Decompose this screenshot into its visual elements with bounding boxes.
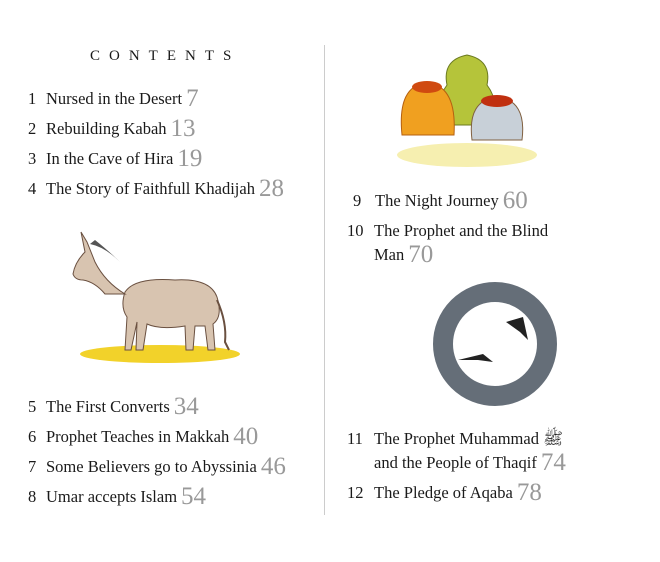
chapter-title: The Prophet and the Blind — [374, 221, 549, 240]
chapter-number: 4 — [28, 179, 37, 198]
chapter-number: 3 — [28, 149, 37, 168]
chapter-title: Prophet Teaches in Makkah — [46, 427, 230, 446]
chapter-number: 6 — [28, 427, 37, 446]
chapter-number: 5 — [28, 397, 37, 416]
chapter-number: 7 — [28, 457, 37, 476]
page-number: 74 — [540, 449, 566, 476]
chapter-title: The First Converts — [46, 397, 170, 416]
chapter-number: 8 — [28, 487, 37, 506]
page-number: 28 — [258, 175, 284, 202]
column-divider — [324, 45, 325, 515]
chapter-title: The Prophet Muhammad ﷺ — [374, 429, 564, 448]
chapter-number: 2 — [28, 119, 37, 138]
page-number: 60 — [502, 187, 528, 214]
page-title: CONTENTS — [90, 48, 241, 64]
page-number: 13 — [170, 115, 196, 142]
chapter-title-line2: Man — [374, 245, 405, 264]
chapter-title: Umar accepts Islam — [46, 487, 178, 506]
chapter-number: 1 — [28, 89, 37, 108]
chapter-title: The Story of Faithfull Khadijah — [46, 179, 255, 198]
eclipse-birds-illustration — [428, 282, 563, 407]
page-number: 54 — [181, 483, 207, 510]
chapter-number: 9 — [353, 191, 362, 210]
chapter-number: 12 — [347, 483, 364, 502]
chapter-title: The Pledge of Aqaba — [374, 483, 513, 502]
donkey-illustration — [65, 222, 255, 370]
chapter-title: In the Cave of Hira — [46, 149, 174, 168]
page-number: 46 — [260, 453, 286, 480]
chapter-title: Rebuilding Kabah — [46, 119, 167, 138]
page-number: 40 — [233, 423, 259, 450]
chapter-title: Some Believers go to Abyssinia — [46, 457, 257, 476]
chapter-title: Nursed in the Desert — [46, 89, 183, 108]
page-number: 19 — [177, 145, 203, 172]
page-number: 7 — [186, 85, 199, 112]
chapter-number: 11 — [347, 429, 363, 448]
chapter-number: 10 — [347, 221, 364, 240]
page-number: 70 — [408, 241, 434, 268]
pottery-illustration — [392, 45, 542, 175]
page-number: 78 — [516, 479, 542, 506]
page-number: 34 — [173, 393, 199, 420]
chapter-title-line2: and the People of Thaqif — [374, 453, 537, 472]
chapter-title: The Night Journey — [375, 191, 499, 210]
